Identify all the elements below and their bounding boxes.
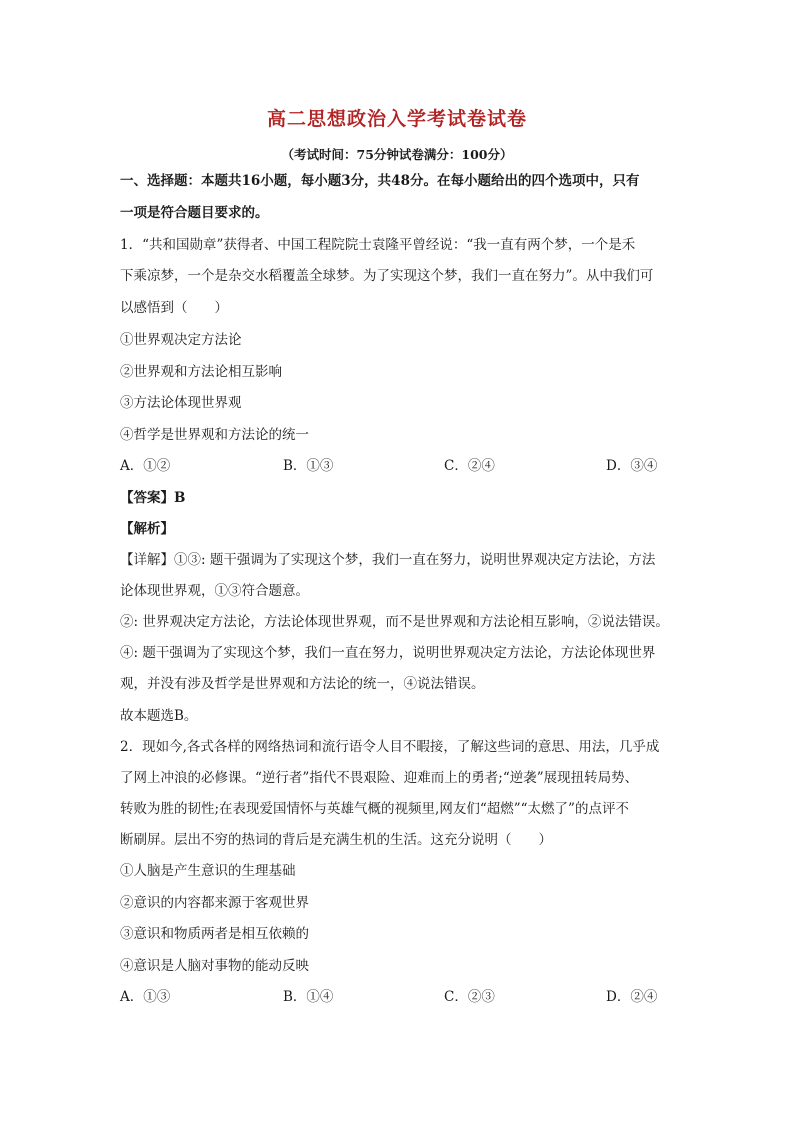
q1-conclusion: 故本题选B。 [120, 708, 198, 724]
q2-statement: ②意识的内容都来源于客观世界 [120, 895, 309, 911]
q1-analysis-label: 【解析】 [120, 521, 174, 537]
section-heading-line-1: 一、选择题：本题共16小题，每小题3分，共48分。在每小题给出的四个选项中，只有 [120, 173, 640, 189]
section-heading-line-2: 一项是符合题目要求的。 [120, 205, 269, 221]
q1-stem-line: 1．“共和国勋章”获得者、中国工程院院士袁隆平曾经说：“我一直有两个梦，一个是禾 [120, 237, 636, 253]
q2-statement: ①人脑是产生意识的生理基础 [120, 863, 296, 879]
q1-detail-line: ④: 题干强调为了实现这个梦，我们一直在努力，说明世界观决定方法论，方法论体现世界 [120, 645, 656, 661]
q1-statement: ④哲学是世界观和方法论的统一 [120, 427, 309, 443]
q2-stem-line: 2．现如今,各式各样的网络热词和流行语令人目不暇接，了解这些词的意思、用法，几乎成 [120, 739, 660, 755]
q1-statement: ①世界观决定方法论 [120, 332, 242, 348]
q2-option-a: A．①③ [120, 989, 171, 1005]
q1-statement: ②世界观和方法论相互影响 [120, 364, 282, 380]
q1-option-c: C．②④ [444, 458, 495, 474]
q1-stem-line: 以感悟到（ ） [120, 300, 228, 316]
q1-detail-line: 【详解】①③: 题干强调为了实现这个梦，我们一直在努力，说明世界观决定方法论，方法 [120, 552, 656, 568]
q1-option-d: D．③④ [606, 458, 658, 474]
q1-stem-line: 下乘凉梦，一个是杂交水稻覆盖全球梦。为了实现这个梦，我们一直在努力”。从中我们可 [120, 268, 654, 284]
q1-statement: ③方法论体现世界观 [120, 395, 242, 411]
q2-stem-line: 转败为胜的韧性;在表现爱国情怀与英雄气概的视频里,网友们“超燃”“太燃了”的点评不 [120, 801, 629, 817]
q1-detail-line: 观，并没有涉及哲学是世界观和方法论的统一，④说法错误。 [120, 676, 485, 692]
q1-option-b: B．①③ [283, 458, 334, 474]
q1-detail-line: ②: 世界观决定方法论，方法论体现世界观，而不是世界观和方法论相互影响，②说法错误。 [120, 614, 669, 630]
q1-detail-line: 论体现世界观，①③符合题意。 [120, 583, 309, 599]
q2-statement: ③意识和物质两者是相互依赖的 [120, 926, 309, 942]
q2-option-b: B．①④ [283, 989, 334, 1005]
q1-answer: 【答案】B [120, 490, 186, 506]
q2-statement: ④意识是人脑对事物的能动反映 [120, 958, 309, 974]
q1-option-a: A．①② [120, 458, 171, 474]
q2-option-c: C．②③ [444, 989, 495, 1005]
q2-stem-line: 了网上冲浪的必修课。“逆行者”指代不畏艰险、迎难而上的勇者;“逆袭”展现扭转局势、 [120, 770, 639, 786]
q2-stem-line: 断刷屏。层出不穷的热词的背后是充满生机的生活。这充分说明（ ） [120, 832, 552, 848]
q2-option-d: D．②④ [606, 989, 658, 1005]
exam-info: （考试时间：75分钟试卷满分：100分） [281, 147, 513, 162]
page-title: 高二思想政治入学考试卷试卷 [266, 108, 527, 130]
